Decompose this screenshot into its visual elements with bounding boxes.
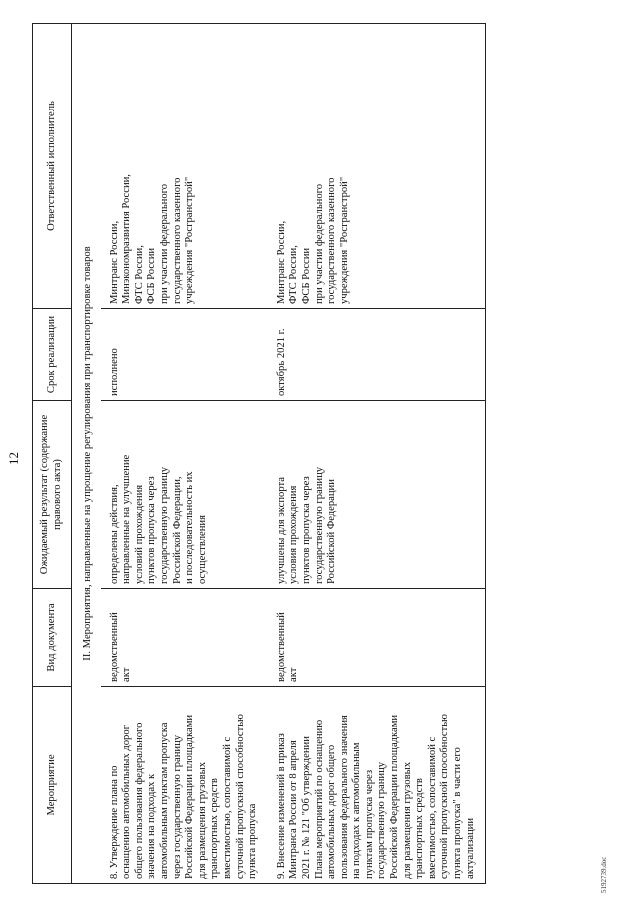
cell-event: 9. Внесение изменений в приказ Минтранса России от 8 апреля 2021 г. № 121 "Об утверждении Плана мероприятий по оснащению автомобильных дорог общего пользования федерального значения на подходах к автомобильным пунктам пропуска через государственную границу Российской Федерации площадками для размещения грузовых транспортных средств вместимостью, сопоставимой с суточной пропускной способностью пункта пропуска" в части его актуализации (268, 687, 486, 884)
table-row (268, 24, 486, 884)
section-row (72, 24, 101, 884)
cell-deadline: исполнено (101, 309, 268, 401)
header-event: Мероприятие (33, 687, 72, 884)
cell-responsible: Минтранс России, Минэкономразвития России, ФТС России, ФСБ России при участии федерального государственного казенного учреждения "Росгранстрой" (101, 24, 268, 309)
cell-event: 8. Утверждение плана по оснащению автомобильных дорог общего пользования федерального значения на подходах к автомобильным пунктам пропуска через государственную границу Российской Федерации площадками для размещения грузовых транспортных средств вместимостью, сопоставимой с суточной пропускной способностью пункта пропуска (101, 687, 268, 884)
table-row (101, 24, 268, 884)
cell-result: определены действия, направленные на улучшение условий прохождения пунктов пропуска через государственную границу Российской Федерации, и последовательность их осуществления (101, 401, 268, 589)
cell-doc-type: ведомственный акт (268, 589, 486, 687)
cell-doc-type: ведомственный акт (101, 589, 268, 687)
table-header-row (33, 24, 72, 884)
header-deadline: Срок реализации (33, 309, 72, 401)
header-doc-type: Вид документа (33, 589, 72, 687)
section-title: II. Мероприятия, направленные на упрощение регулирования при транспортировке товаров (72, 24, 101, 884)
cell-deadline: октябрь 2021 г. (268, 309, 486, 401)
measures-table (32, 23, 486, 884)
header-responsible: Ответственный исполнитель (33, 24, 72, 309)
document-code: 5192739.doc (600, 856, 608, 893)
cell-responsible: Минтранс России, ФТС России, ФСБ России при участии федерального государственного казенного учреждения "Росгранстрой" (268, 24, 486, 309)
cell-result: улучшены для экспорта условия прохождения пунктов пропуска через государственную границу Российской Федерации (268, 401, 486, 589)
page-number: 12 (6, 452, 21, 465)
header-expected-result: Ожидаемый результат (содержание правового акта) (33, 401, 72, 589)
